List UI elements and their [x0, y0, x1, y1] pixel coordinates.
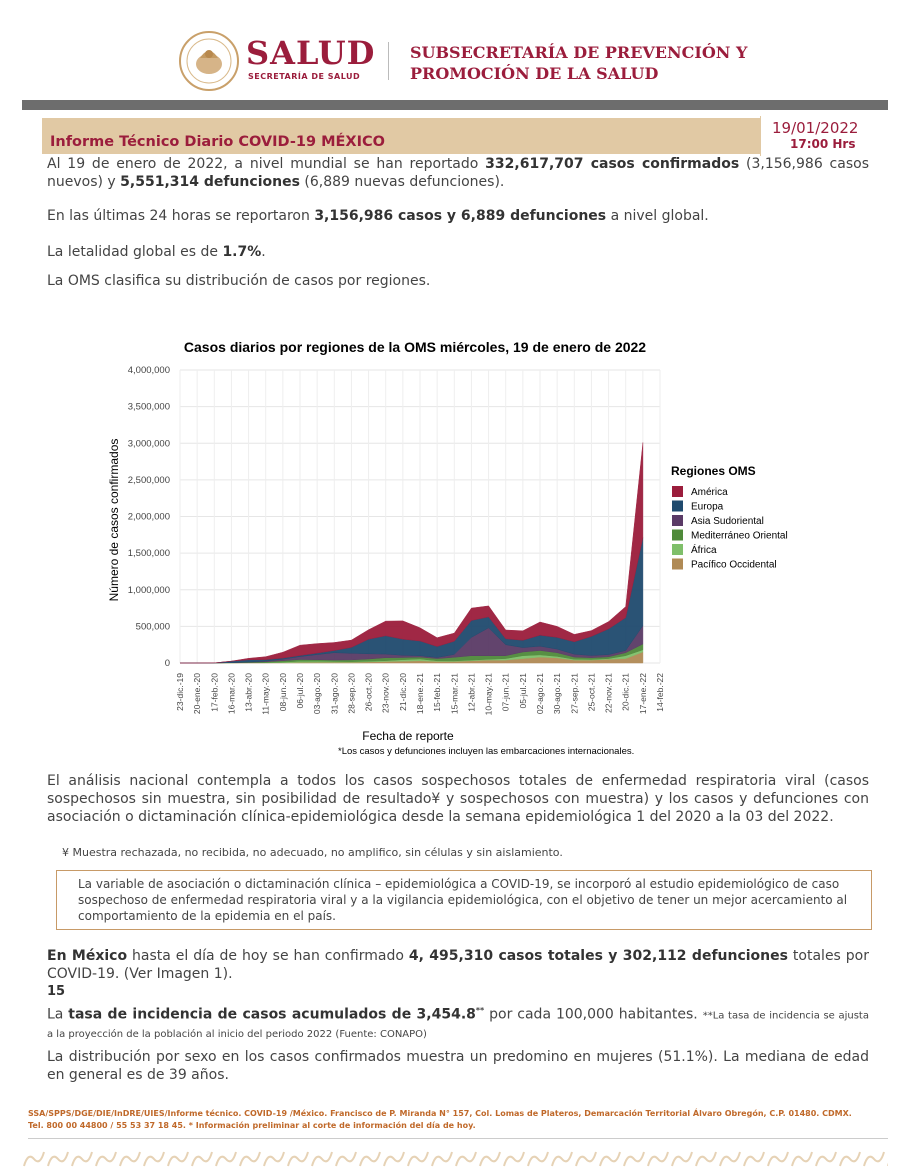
highlight-incidence: tasa de incidencia de casos acumulados de 3,454.8: [68, 1006, 476, 1023]
chart-x-tick-label: 27-sep.-21: [569, 673, 580, 714]
chart-x-tick-label: 15-feb.-21: [432, 673, 443, 712]
chart-y-tick-label: 3,000,000: [127, 438, 170, 450]
highlight-confirmed: 332,617,707 casos confirmados: [485, 156, 740, 172]
chart-legend-label: Europa: [691, 501, 724, 513]
who-regions-daily-cases-chart: [100, 330, 810, 760]
text-segment: a nivel global.: [606, 208, 709, 224]
chart-y-ticks: [128, 365, 170, 669]
report-hour: 17:00 Hrs: [790, 137, 856, 151]
chart-x-tick-label: 14-feb.-22: [655, 673, 665, 712]
chart-y-tick-label: 0: [164, 658, 170, 669]
chart-x-tick-label: 15-mar.-21: [449, 673, 460, 715]
highlight-24h: 3,156,986 casos y 6,889 defunciones: [314, 208, 607, 224]
text-segment: (6,889 nuevas defunciones).: [299, 174, 505, 190]
header-divider: [388, 42, 389, 80]
paragraph-last-24h: [47, 207, 869, 225]
chart-grid: [180, 370, 660, 663]
chart-y-tick-label: 2,500,000: [127, 474, 170, 486]
chart-y-tick-label: 2,000,000: [127, 511, 170, 523]
footer-decorative-pattern: [22, 1150, 888, 1168]
chart-y-label: Número de casos confirmados: [107, 438, 121, 602]
chart-x-tick-label: 18-ene.-21: [415, 673, 425, 715]
chart-x-tick-label: 21-dic.-20: [397, 673, 408, 711]
chart-x-tick-label: 20-ene.-20: [192, 673, 203, 715]
chart-x-tick-label: 05-jul.-21: [517, 673, 528, 709]
chart-legend: [671, 464, 788, 571]
text-segment: Al 19 de enero de 2022, a nivel mundial se han reportado: [47, 156, 486, 172]
chart-y-tick-label: 500,000: [135, 621, 170, 633]
info-box-text: La variable de asociación o dictaminación clínica – epidemiológica a COVID-19, se incorporó al estudio epidemiológico de caso sospechoso de enfermedad respiratoria viral y a la vigilancia epidemiológica, con el objetivo de tener un mejor acercamiento al comportamiento de la epidemia en el país.: [78, 877, 848, 923]
text-segment: .: [261, 244, 266, 260]
chart-x-tick-label: 10-may.-21: [483, 673, 494, 716]
footnote-sample: ¥ Muestra rechazada, no recibida, no adecuado, no amplifico, sin células y sin aislamiento.: [62, 846, 563, 859]
subsecretaria-line-1: SUBSECRETARÍA DE PREVENCIÓN Y: [410, 43, 748, 62]
chart-x-tick-label: 25-oct.-21: [586, 673, 597, 712]
chart-x-tick-label: 22-nov.-21: [603, 673, 614, 714]
chart-legend-title: Regiones OMS: [671, 464, 756, 478]
chart-x-tick-label: 23-dic.-19: [175, 673, 185, 711]
chart-note: *Los casos y defunciones incluyen las embarcaciones internacionales.: [338, 746, 635, 757]
chart-x-tick-label: 28-sep.-20: [346, 673, 357, 714]
text-segment: En las últimas 24 horas se reportaron: [47, 208, 315, 224]
chart-x-tick-label: 03-ago.-20: [312, 673, 323, 715]
government-seal-logo: [178, 30, 240, 92]
chart-x-ticks: [175, 673, 665, 716]
highlight-deaths: 5,551,314 defunciones: [120, 174, 300, 190]
chart-x-tick-label: 13-abr.-20: [243, 673, 254, 712]
text-segment: por cada 100,000 habitantes.: [484, 1006, 703, 1023]
chart-x-tick-label: 02-ago.-21: [535, 673, 545, 715]
paragraph-global-totals: [47, 155, 869, 191]
report-title: Informe Técnico Diario COVID-19 MÉXICO: [50, 134, 385, 150]
subsecretaria-line-2: PROMOCIÓN DE LA SALUD: [410, 64, 659, 83]
incidence-footnote: **La tasa de incidencia se ajusta a la proyección de la población al inicio del periodo 2022 (Fuente: CONAPO): [47, 1010, 869, 1040]
chart-y-tick-label: 1,000,000: [127, 584, 170, 596]
chart-legend-swatch: [672, 515, 683, 526]
chart-legend-swatch: [672, 530, 683, 541]
chart-y-tick-label: 3,500,000: [127, 401, 170, 413]
chart-legend-label: Mediterráneo Oriental: [691, 530, 788, 542]
text-segment: hasta el día de hoy se han confirmado: [127, 948, 409, 964]
chart-x-tick-label: 16-mar.-20: [226, 673, 237, 715]
subsecretaria-title: [410, 42, 810, 84]
brand-subtitle: SECRETARÍA DE SALUD: [248, 72, 361, 81]
paragraph-national-analysis: El análisis nacional contempla a todos los casos sospechosos totales de enfermedad respiratoria viral (casos sospechosos sin muestra, sin posibilidad de resultado¥ y sospechosos con muestra) y los casos y defunciones con asociación o dictaminación clínica-epidemiológica desde la semana epidemiológica 1 del 2020 a la 03 del 2022.: [47, 773, 869, 825]
chart-x-tick-label: 12-abr.-21: [466, 673, 477, 712]
footer-rule: [28, 1138, 888, 1139]
chart-legend-swatch: [672, 544, 683, 555]
paragraph-mexico-totals: [47, 947, 869, 983]
chart-x-tick-label: 20-dic.-21: [620, 673, 631, 711]
paragraph-lethality: [47, 243, 869, 261]
chart-legend-label: Pacífico Occidental: [691, 559, 777, 571]
footer-address: [28, 1108, 888, 1132]
text-segment: La: [47, 1006, 69, 1023]
brand-name: SALUD: [246, 34, 376, 72]
chart-x-tick-label: 17-ene.-22: [637, 673, 648, 715]
chart-y-tick-label: 4,000,000: [127, 365, 170, 376]
text-segment: (3,156,986 casos nuevos) y: [47, 156, 869, 190]
chart-x-tick-label: 07-jun.-21: [500, 673, 511, 712]
highlight-mexico: En México: [47, 948, 128, 964]
header-gray-bar: [22, 100, 888, 110]
chart-legend-swatch: [672, 559, 683, 570]
chart-x-tick-label: 26-oct.-20: [363, 673, 374, 712]
chart-legend-label: América: [691, 487, 728, 498]
chart-x-tick-label: 11-may.-20: [260, 673, 271, 715]
paragraph-oms-regions: La OMS clasifica su distribución de casos por regiones.: [47, 273, 431, 289]
text-segment: totales por COVID-19. (Ver Imagen 1).: [47, 948, 870, 982]
text-segment: La letalidad global es de: [47, 244, 223, 260]
chart-x-tick-label: 17-feb.-20: [209, 673, 220, 712]
chart-x-tick-label: 30-ago.-21: [552, 673, 563, 715]
footer-line-2: Tel. 800 00 44800 / 55 53 37 18 45. * Información preliminar al corte de información del día de hoy.: [28, 1121, 476, 1130]
chart-x-tick-label: 06-jul.-20: [295, 673, 305, 709]
chart-y-tick-label: 1,500,000: [127, 548, 170, 560]
paragraph-incidence-rate: [47, 1003, 869, 1043]
chart-x-tick-label: 08-jun.-20: [277, 673, 288, 712]
highlight-lethality: 1.7%: [222, 244, 262, 260]
chart-x-tick-label: 31-ago.-20: [329, 673, 340, 715]
superscript-marker: **: [475, 1006, 485, 1015]
footer-line-1: SSA/SPPS/DGE/DIE/InDRE/UIES/Informe técnico. COVID-19 /México. Francisco de P. Miranda N° 157, Col. Lomas de Plateros, Demarcación Territorial Álvaro Obregón, C.P. 01480. CDMX.: [28, 1109, 852, 1118]
page-number: 15: [47, 984, 66, 999]
paragraph-sex-distribution: La distribución por sexo en los casos confirmados muestra un predomino en mujeres (51.1%). La mediana de edad en general es de 39 años.: [47, 1049, 869, 1083]
chart-legend-swatch: [672, 501, 683, 512]
chart-legend-label: África: [691, 545, 717, 556]
chart-title: Casos diarios por regiones de la OMS miércoles, 19 de enero de 2022: [183, 339, 647, 355]
highlight-mexico-totals: 4, 495,310 casos totales y 302,112 defunciones: [408, 948, 788, 964]
chart-x-tick-label: 23-nov.-20: [380, 673, 391, 714]
chart-x-label: Fecha de reporte: [362, 729, 454, 743]
chart-legend-swatch: [672, 486, 683, 497]
chart-legend-label: Asia Sudoriental: [691, 516, 764, 527]
report-date: 19/01/2022: [772, 119, 859, 137]
